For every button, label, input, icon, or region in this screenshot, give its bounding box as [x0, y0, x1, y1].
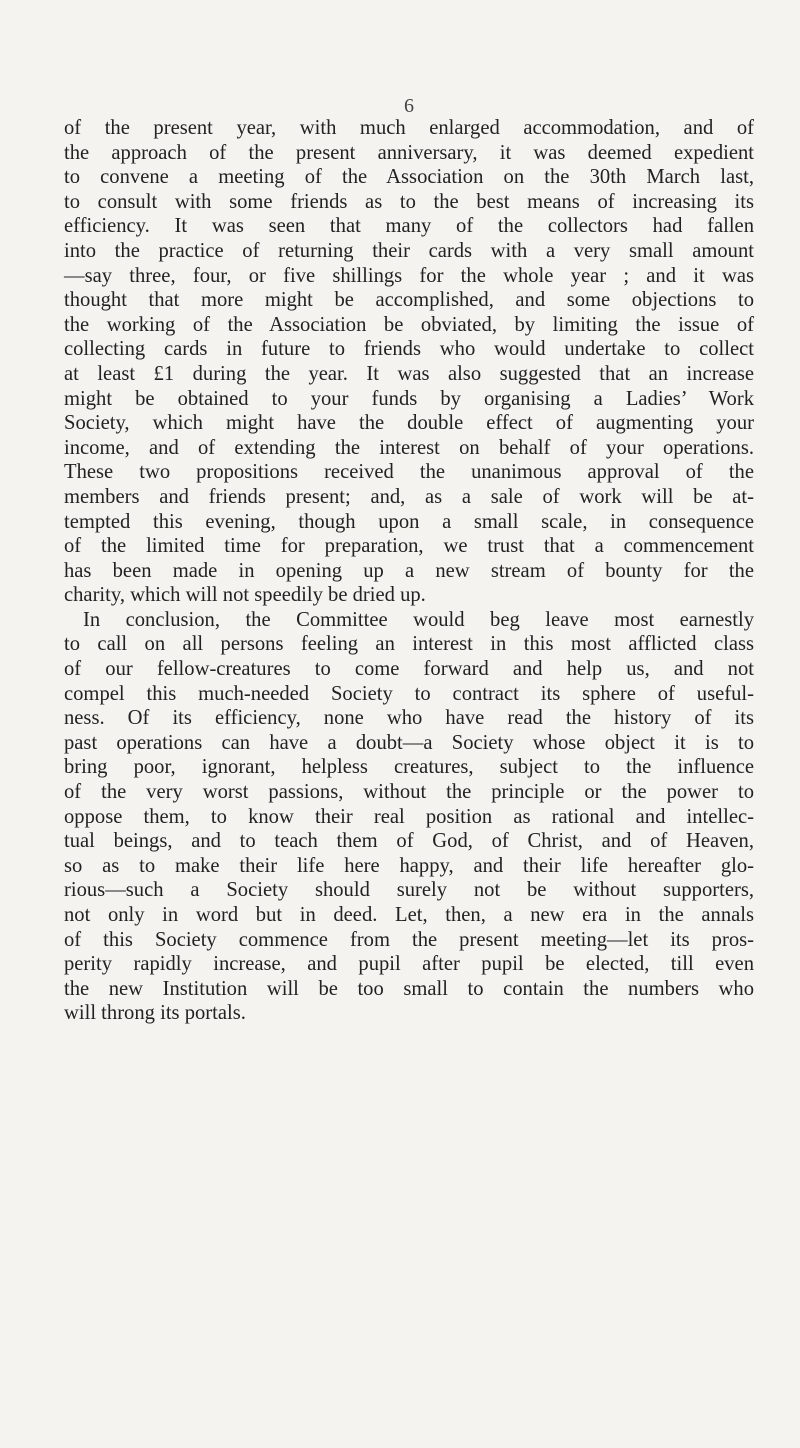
text-line: collecting cards in future to friends who would undertake to collect: [64, 338, 754, 361]
text-line: the approach of the present anniversary, it was deemed expedient: [64, 141, 754, 164]
text-line: tempted this evening, though upon a small scale, in consequence: [64, 510, 754, 533]
text-line: of our fellow-creatures to come forward and help us, and not: [64, 658, 754, 681]
text-line: Society, which might have the double effect of augmenting your: [64, 412, 754, 435]
text-line: into the practice of returning their cards with a very small amount: [64, 239, 754, 262]
text-line: tual beings, and to teach them of God, of Christ, and of Heaven,: [64, 830, 754, 853]
text-line: oppose them, to know their real position as rational and intellec-: [64, 805, 754, 828]
text-line: efficiency. It was seen that many of the collectors had fallen: [64, 215, 754, 238]
text-line: to convene a meeting of the Association on the 30th March last,: [64, 166, 754, 189]
text-line: so as to make their life here happy, and their life hereafter glo-: [64, 854, 754, 877]
text-line: ness. Of its efficiency, none who have read the history of its: [64, 707, 754, 730]
body-text: [64, 116, 754, 1026]
text-line: rious—such a Society should surely not be without supporters,: [64, 879, 754, 902]
text-line: might be obtained to your funds by organising a Ladies’ Work: [64, 387, 754, 410]
page-number: 6: [404, 95, 414, 117]
text-line: past operations can have a doubt—a Society whose object it is to: [64, 731, 754, 754]
text-line: to consult with some friends as to the best means of increasing its: [64, 190, 754, 213]
text-line: In conclusion, the Committee would beg leave most earnestly: [83, 608, 754, 631]
text-line: will throng its portals.: [64, 1002, 246, 1025]
text-line: to call on all persons feeling an interest in this most afflicted class: [64, 633, 754, 656]
text-line: members and friends present; and, as a sale of work will be at-: [64, 485, 754, 508]
text-line: These two propositions received the unanimous approval of the: [64, 461, 754, 484]
text-line: of this Society commence from the present meeting—let its pros-: [64, 928, 754, 951]
text-line: —say three, four, or five shillings for the whole year ; and it was: [64, 264, 754, 287]
text-line: charity, which will not speedily be dried up.: [64, 584, 426, 607]
text-line: thought that more might be accomplished, and some objections to: [64, 289, 754, 312]
document-page: [64, 0, 754, 1448]
text-line: has been made in opening up a new stream of bounty for the: [64, 559, 754, 582]
text-line: compel this much-needed Society to contract its sphere of useful-: [64, 682, 754, 705]
text-line: the new Institution will be too small to contain the numbers who: [64, 977, 754, 1000]
text-line: of the limited time for preparation, we trust that a commencement: [64, 535, 754, 558]
text-line: of the very worst passions, without the principle or the power to: [64, 781, 754, 804]
text-line: not only in word but in deed. Let, then, a new era in the annals: [64, 904, 754, 926]
text-line: perity rapidly increase, and pupil after pupil be elected, till even: [64, 953, 754, 976]
text-line: income, and of extending the interest on behalf of your operations.: [64, 436, 754, 459]
text-line: the working of the Association be obviated, by limiting the issue of: [64, 313, 754, 336]
text-line: of the present year, with much enlarged accommodation, and of: [64, 117, 754, 139]
text-line: at least £1 during the year. It was also suggested that an increase: [64, 362, 754, 385]
text-line: bring poor, ignorant, helpless creatures, subject to the influence: [64, 756, 754, 779]
